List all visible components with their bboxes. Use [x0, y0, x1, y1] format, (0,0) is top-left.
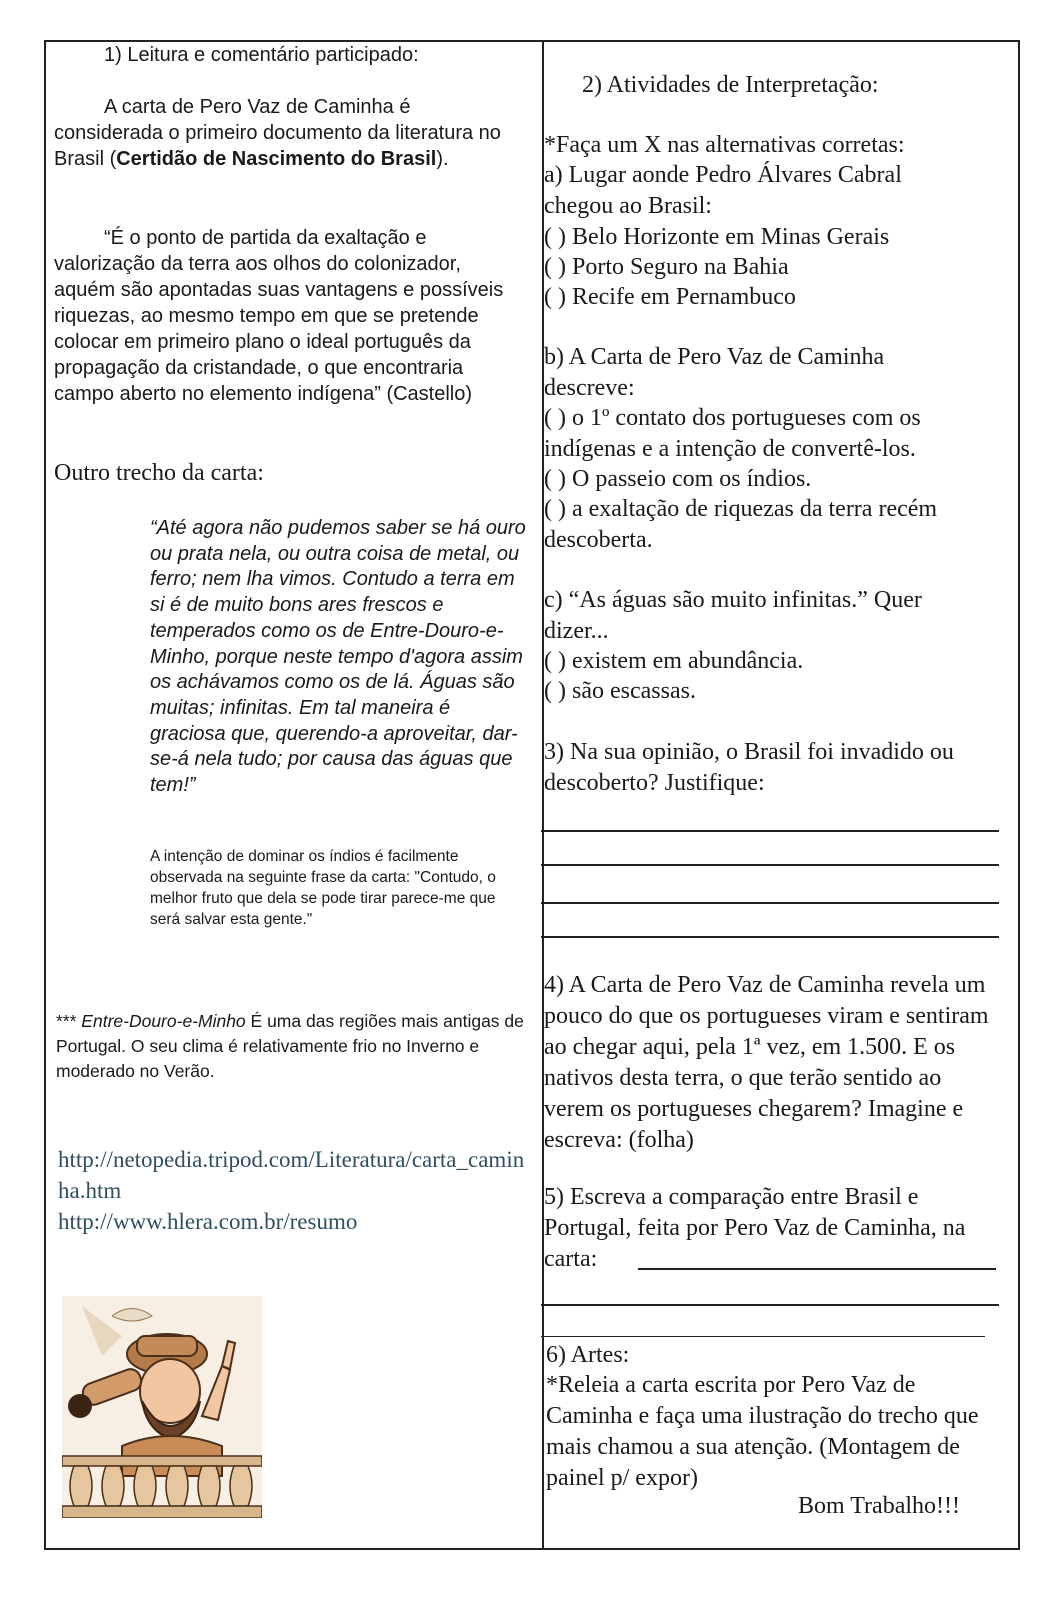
footnote-text: É uma das regiões mais antigas de Portugal. O seu clima é relativamente frio no Inverno e moderado no Verão. — [56, 1011, 524, 1081]
option-b2[interactable]: ( ) O passeio com os índios. — [544, 466, 812, 492]
intro-text: A carta de Pero Vaz de Caminha é considerada o primeiro documento da literatura no Brasil ( — [54, 96, 501, 170]
section2-title: 2) Atividades de Interpretação: — [582, 72, 879, 98]
answer-line[interactable] — [541, 830, 999, 832]
answer-line[interactable] — [541, 936, 999, 938]
option-a2[interactable]: ( ) Porto Seguro na Bahia — [544, 254, 789, 280]
question-4: 4) A Carta de Pero Vaz de Caminha revela um pouco do que os portugueses viram e sentiram ao chegar aqui, pela 1ª vez, em 1.500. E os nativos desta terra, o que terão sentido ao verem os portugueses chegarem? Imagine e escreva: (folha) — [544, 972, 989, 1153]
question-6-title: 6) Artes: — [546, 1342, 630, 1368]
link-hlera[interactable]: http://www.hlera.com.br/resumo — [58, 1209, 358, 1234]
answer-line[interactable] — [541, 902, 999, 904]
option-c2[interactable]: ( ) são escassas. — [544, 678, 696, 704]
question-b: b) A Carta de Pero Vaz de Caminha descreve: — [544, 344, 885, 401]
intro-bold: Certidão de Nascimento do Brasil — [116, 148, 437, 170]
answer-line[interactable] — [541, 864, 999, 866]
question-3: 3) Na sua opinião, o Brasil foi invadido ou descoberto? Justifique: — [544, 739, 954, 796]
footnote-stars: *** — [56, 1011, 82, 1031]
intention-note: A intenção de dominar os índios é facilmente observada na seguinte frase da carta: "Contudo, o melhor fruto que dela se pode tirar parece-me que será salvar esta gente." — [150, 848, 496, 928]
question-6-text: *Releia a carta escrita por Pero Vaz de Caminha e faça uma ilustração do trecho que mais chamou a sua atenção. (Montagem de painel p/ expor) — [546, 1372, 979, 1491]
intro-text-end: ). — [436, 148, 449, 170]
footnote — [56, 1009, 526, 1084]
section1-title: 1) Leitura e comentário participado: — [104, 44, 419, 66]
closing-text: Bom Trabalho!!! — [798, 1493, 960, 1519]
answer-line[interactable] — [638, 1268, 996, 1270]
question-5: 5) Escreva a comparação entre Brasil e Portugal, feita por Pero Vaz de Caminha, na carta: — [544, 1184, 966, 1272]
question-c: c) “As águas são muito infinitas.” Quer dizer... — [544, 587, 922, 644]
outro-trecho-heading: Outro trecho da carta: — [54, 460, 264, 486]
castello-quote: “É o ponto de partida da exaltação e valorização da terra aos olhos do colonizador, aquém são apontadas suas vantagens e possíveis riquezas, ao mesmo tempo em que se pretende colocar em primeiro plano o ideal português da propagação da cristandade, o que encontraria campo aberto no elemento indígena” (Castello) — [54, 227, 504, 405]
question-a: a) Lugar aonde Pedro Álvares Cabral chegou ao Brasil: — [544, 162, 902, 219]
option-c1[interactable]: ( ) existem em abundância. — [544, 648, 804, 674]
letter-quote: “Até agora não pudemos saber se há ouro ou prata nela, ou outra coisa de metal, ou ferro; nem lha vimos. Contudo a terra em si é de muito bons ares frescos e temperados como os de Entre-Douro-e-Minho, porque neste tempo d'agora assim os achávamos como os de lá. Águas são muitas; infinitas. Em tal maneira é graciosa que, querendo-a aproveitar, dar-se-á nela tudo; por causa das águas que tem!” — [150, 517, 526, 797]
section-separator — [541, 1336, 985, 1337]
intro-paragraph — [54, 94, 524, 172]
instruction: *Faça um X nas alternativas corretas: — [544, 132, 905, 158]
option-a3[interactable]: ( ) Recife em Pernambuco — [544, 284, 796, 310]
footnote-term: Entre-Douro-e-Minho — [81, 1011, 246, 1031]
option-a1[interactable]: ( ) Belo Horizonte em Minas Gerais — [544, 224, 890, 250]
answer-line[interactable] — [541, 1304, 999, 1306]
option-b3[interactable]: ( ) a exaltação de riquezas da terra recém descoberta. — [544, 496, 938, 553]
option-b1[interactable]: ( ) o 1º contato dos portugueses com os indígenas e a intenção de convertê-los. — [544, 405, 921, 462]
link-netopedia[interactable]: http://netopedia.tripod.com/Literatura/carta_caminha.htm — [58, 1147, 525, 1203]
explorer-cartoon-illustration — [62, 1296, 262, 1518]
